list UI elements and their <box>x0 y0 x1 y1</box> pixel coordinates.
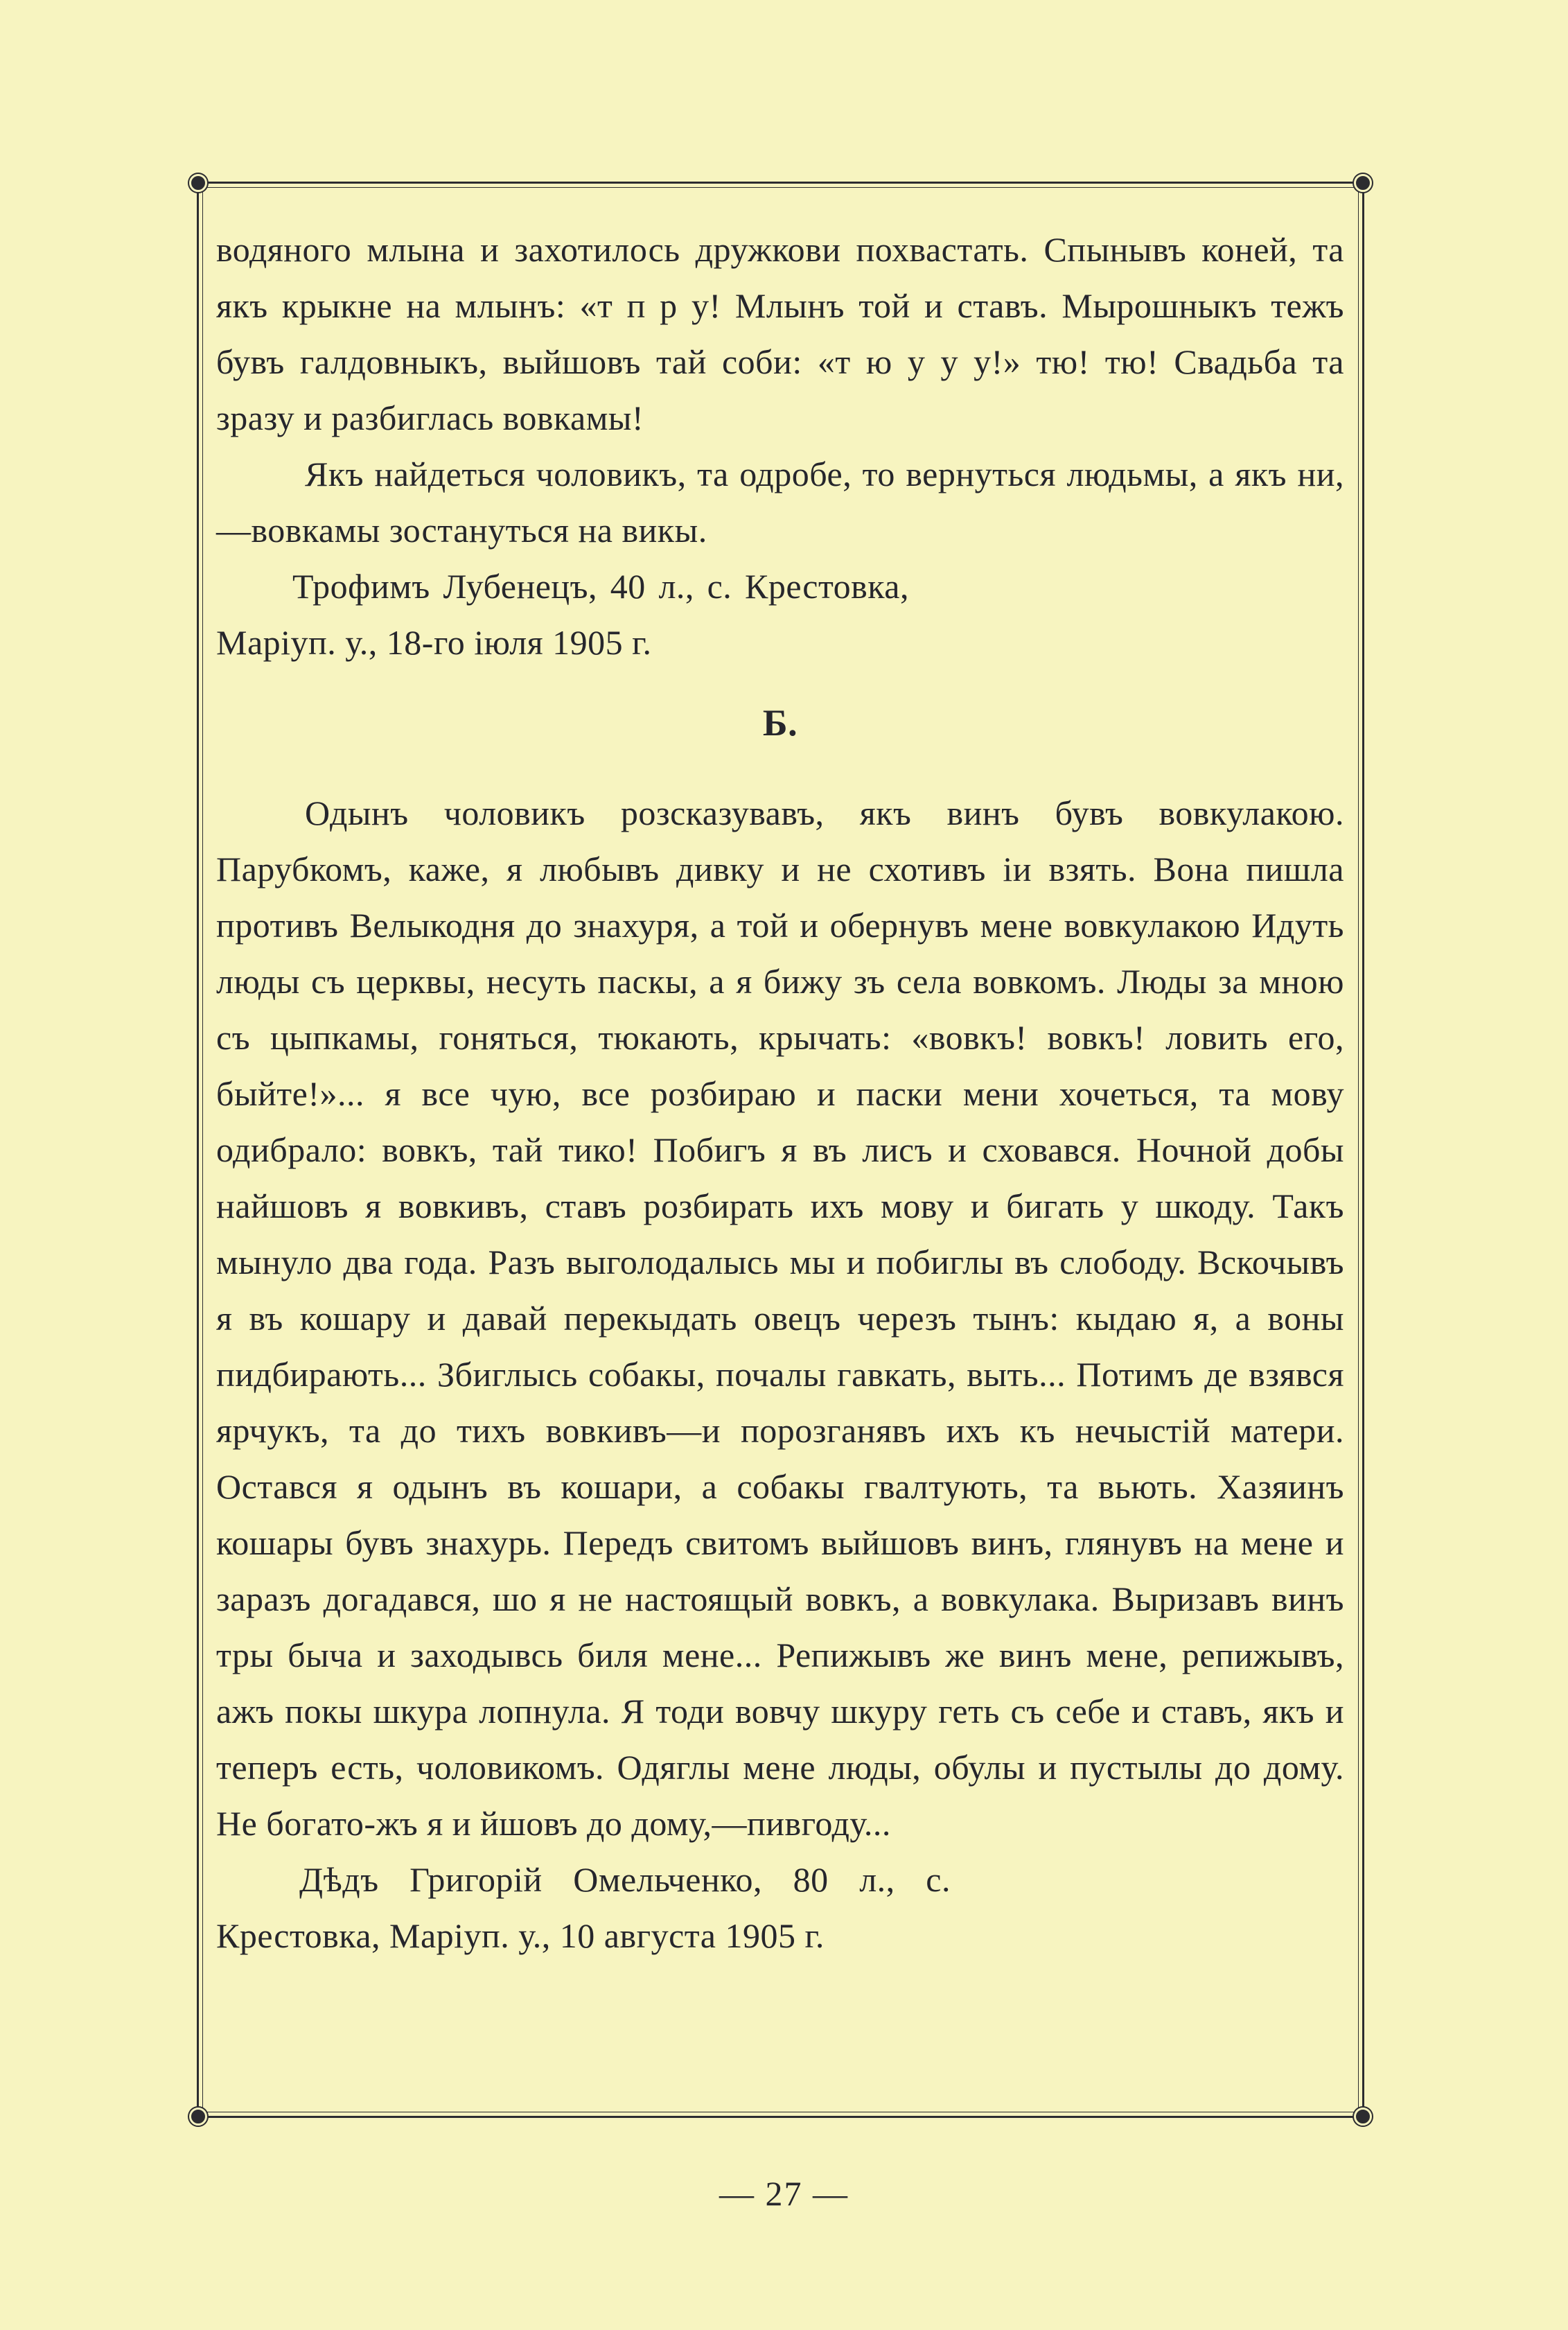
corner-ornament <box>1354 174 1372 192</box>
signature-b: Дѣдъ Григорій Омельченко, 80 л., с. Крестовка, Маріуп. у., 10 августа 1905 г. <box>216 1860 951 1955</box>
paragraph: Якъ найдеться чоловикъ, та одробе, то вернуться людьмы, а якъ ни,—вовкамы зостануться на викы. <box>216 455 1344 550</box>
signature-a: Трофимъ Лубенецъ, 40 л., с. Крестовка, Маріуп. у., 18-го іюля 1905 г. <box>216 567 909 662</box>
corner-ornament <box>189 2108 207 2126</box>
section-heading: Б. <box>762 702 798 744</box>
paragraph-continuation: водяного млына и захотилось дружкови похвастать. Спынывъ коней, та якъ крыкне на млынъ: «т п р у! Млынъ той и ставъ. Мырошныкъ тежъ бувъ галдовныкъ, выйшовъ тай соби: «т ю у у у!» тю! тю! Свадьба та зразу и разбиглась вовкамы! <box>216 230 1344 437</box>
page-body <box>216 222 1344 1964</box>
page-number: — 27 — <box>719 2174 849 2213</box>
corner-ornament <box>189 174 207 192</box>
corner-ornament <box>1354 2108 1372 2126</box>
paragraph-story: Одынъ чоловикъ розсказувавъ, якъ винъ бувъ вовкулакою. Парубкомъ, каже, я любывъ дивку и не схотивъ іи взять. Вона пишла противъ Велыкодня до знахуря, а той и обернувъ мене вовкулакою Идуть люды съ церквы, несуть паскы, а я бижу зъ села вовкомъ. Люды за мною съ цыпкамы, гоняться, тюкають, крычать: «вовкъ! вовкъ! ловить его, быйте!»... я все чую, все розбираю и паски мени хочеться, та мову одибрало: вовкъ, тай тико! Побигъ я въ лисъ и сховався. Ночной добы найшовъ я вовкивъ, ставъ розбирать ихъ мову и бигать у шкоду. Такъ мынуло два года. Разъ выголодалысь мы и побиглы въ слободу. Вскочывъ я въ кошару и давай перекыдать овецъ черезъ тынъ: кыдаю я, а воны пидбирають... Збиглысь собакы, почалы гавкать, выть... Потимъ де взявся ярчукъ, та до тихъ вовкивъ—и порозганявъ ихъ къ нечыстій матери. Остався я одынъ въ кошари, а собакы гвалтують, та вьють. Хазяинъ кошары бувъ знахурь. Передъ свитомъ выйшовъ винъ, глянувъ на мене и заразъ догадався, шо я не настоящый вовкъ, а вовкулака. Выризавъ винъ тры быча и заходывсь биля мене... Репижывъ же винъ мене, репижывъ, ажъ покы шкура лопнула. Я тоди вовчу шкуру геть съ себе и ставъ, якъ и теперъ есть, чоловикомъ. Одяглы мене люды, обулы и пустылы до дому. Не богато-жъ я и йшовъ до дому,—пивгоду... <box>216 794 1344 1843</box>
